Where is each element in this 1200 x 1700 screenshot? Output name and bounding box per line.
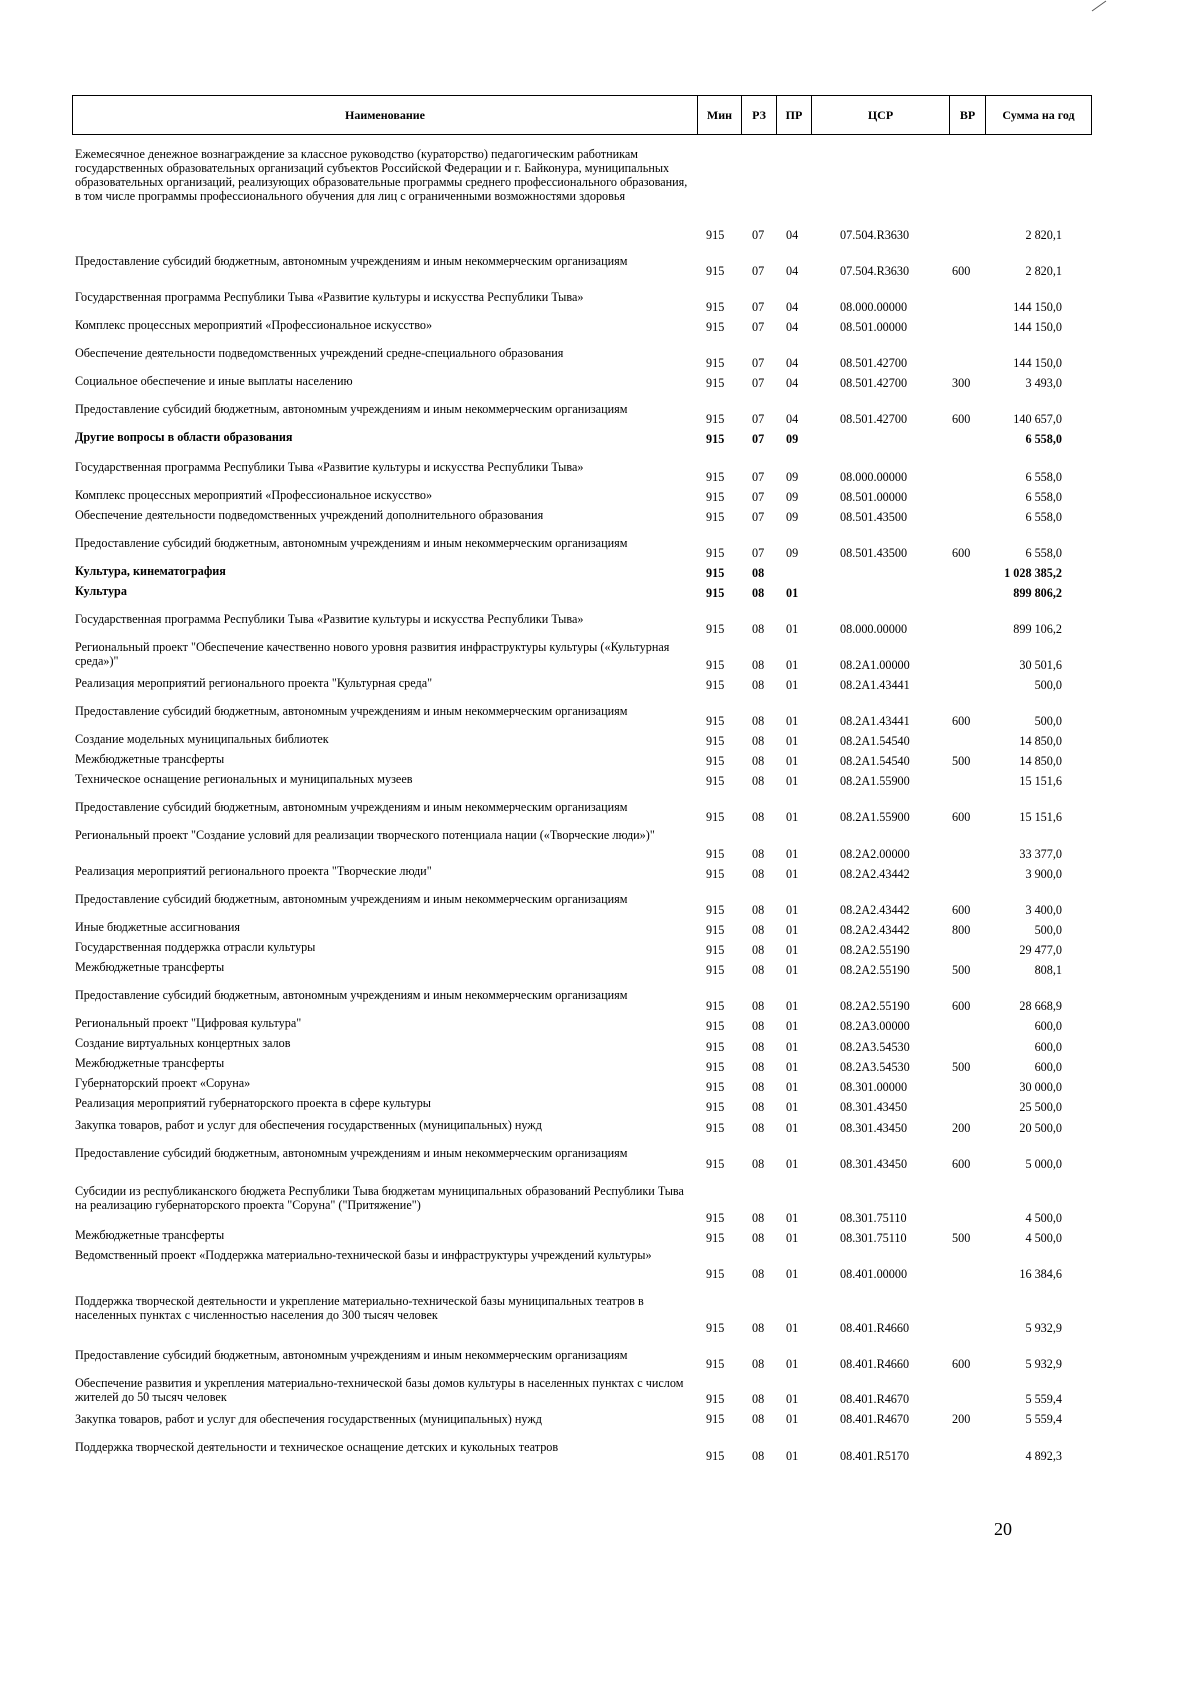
row-pr: 01 xyxy=(786,1357,799,1371)
row-pr: 01 xyxy=(786,1392,799,1406)
row-sum: 4 500,0 xyxy=(1025,1211,1062,1225)
row-pr: 01 xyxy=(786,999,799,1013)
row-name: Межбюджетные трансферты xyxy=(75,752,225,766)
row-sum: 4 892,3 xyxy=(1025,1449,1062,1463)
row-name: Межбюджетные трансферты xyxy=(75,960,225,974)
row-sum: 899 806,2 xyxy=(1013,586,1062,600)
row-sum: 5 932,9 xyxy=(1025,1357,1062,1371)
row-pr: 04 xyxy=(786,412,799,426)
row-name: Предоставление субсидий бюджетным, автономным учреждениям и иным некоммерческим организациям xyxy=(75,1146,628,1160)
row-vr: 500 xyxy=(952,1231,971,1245)
row-name: Предоставление субсидий бюджетным, автономным учреждениям и иным некоммерческим организациям xyxy=(75,254,628,268)
row-name: Межбюджетные трансферты xyxy=(75,1228,225,1242)
row-csr: 08.501.42700 xyxy=(840,376,908,390)
row-csr: 08.401.R4670 xyxy=(840,1392,910,1406)
row-rz: 07 xyxy=(752,432,765,446)
row-min: 915 xyxy=(706,714,725,728)
row-csr: 08.2A1.43441 xyxy=(840,678,910,692)
row-sum: 144 150,0 xyxy=(1013,320,1062,334)
row-min: 915 xyxy=(706,658,725,672)
row-pr: 01 xyxy=(786,1019,799,1033)
row-rz: 08 xyxy=(752,678,765,692)
row-min: 915 xyxy=(706,1100,725,1114)
row-min: 915 xyxy=(706,1267,725,1281)
row-min: 915 xyxy=(706,943,725,957)
row-sum: 29 477,0 xyxy=(1019,943,1062,957)
row-csr: 08.2A1.54540 xyxy=(840,734,910,748)
row-min: 915 xyxy=(706,1412,725,1426)
row-rz: 07 xyxy=(752,412,765,426)
row-rz: 08 xyxy=(752,714,765,728)
row-vr: 600 xyxy=(952,412,971,426)
row-pr: 01 xyxy=(786,1040,799,1054)
row-rz: 08 xyxy=(752,963,765,977)
row-csr: 08.2A1.43441 xyxy=(840,714,910,728)
row-min: 915 xyxy=(706,264,725,278)
row-rz: 08 xyxy=(752,1321,765,1335)
row-min: 915 xyxy=(706,320,725,334)
row-name: Культура, кинематография xyxy=(75,564,226,578)
row-sum: 28 668,9 xyxy=(1019,999,1062,1013)
row-sum: 16 384,6 xyxy=(1019,1267,1062,1281)
header-sum: Сумма на год xyxy=(985,96,1091,134)
row-pr: 04 xyxy=(786,300,799,314)
row-rz: 08 xyxy=(752,774,765,788)
row-csr: 08.301.43450 xyxy=(840,1157,908,1171)
row-rz: 07 xyxy=(752,300,765,314)
row-rz: 08 xyxy=(752,1100,765,1114)
row-rz: 07 xyxy=(752,490,765,504)
row-rz: 08 xyxy=(752,1392,765,1406)
row-min: 915 xyxy=(706,678,725,692)
row-vr: 200 xyxy=(952,1412,971,1426)
row-csr: 08.2A1.55900 xyxy=(840,774,910,788)
row-rz: 07 xyxy=(752,228,765,242)
row-pr: 01 xyxy=(786,754,799,768)
header-rz: РЗ xyxy=(741,96,776,134)
row-rz: 07 xyxy=(752,376,765,390)
row-name: Создание виртуальных концертных залов xyxy=(75,1036,291,1050)
row-sum: 899 106,2 xyxy=(1013,622,1062,636)
row-pr: 01 xyxy=(786,622,799,636)
row-name: Предоставление субсидий бюджетным, автономным учреждениям и иным некоммерческим организациям xyxy=(75,892,628,906)
row-sum: 6 558,0 xyxy=(1025,546,1062,560)
row-pr: 09 xyxy=(786,546,799,560)
row-name: Региональный проект "Цифровая культура" xyxy=(75,1016,302,1030)
row-name: Закупка товаров, работ и услуг для обеспечения государственных (муниципальных) нужд xyxy=(75,1118,542,1132)
row-sum: 6 558,0 xyxy=(1025,510,1062,524)
row-sum: 6 558,0 xyxy=(1025,432,1062,446)
row-min: 915 xyxy=(706,566,725,580)
row-sum: 3 400,0 xyxy=(1025,903,1062,917)
row-vr: 600 xyxy=(952,714,971,728)
row-pr: 01 xyxy=(786,1267,799,1281)
row-csr: 08.501.00000 xyxy=(840,490,908,504)
row-pr: 01 xyxy=(786,1080,799,1094)
row-min: 915 xyxy=(706,510,725,524)
row-sum: 30 000,0 xyxy=(1019,1080,1062,1094)
row-pr: 01 xyxy=(786,1121,799,1135)
row-csr: 08.301.75110 xyxy=(840,1231,907,1245)
row-pr: 01 xyxy=(786,734,799,748)
row-rz: 08 xyxy=(752,1060,765,1074)
row-name: Ежемесячное денежное вознаграждение за классное руководство (кураторство) педагогическим работникам государственных образовательных организаций субъектов Российской Федерации и г. Байконура, муниципальных образовательных организаций, реализующих образовательные программы среднего профессионального образования, в том числе программы профессионального обучения для лиц с ограниченными возможностями здоровья xyxy=(75,147,688,203)
row-min: 915 xyxy=(706,228,725,242)
row-csr: 08.301.00000 xyxy=(840,1080,908,1094)
row-name: Государственная программа Республики Тыва «Развитие культуры и искусства Республики Тыва» xyxy=(75,460,584,474)
row-csr: 08.2A2.43442 xyxy=(840,903,910,917)
row-pr: 01 xyxy=(786,943,799,957)
row-sum: 15 151,6 xyxy=(1019,774,1062,788)
row-name: Техническое оснащение региональных и муниципальных музеев xyxy=(75,772,413,786)
row-pr: 09 xyxy=(786,470,799,484)
row-csr: 08.401.00000 xyxy=(840,1267,908,1281)
row-name: Обеспечение деятельности подведомственных учреждений средне-специального образования xyxy=(75,346,564,360)
row-name: Субсидии из республиканского бюджета Республики Тыва бюджетам муниципальных образований Республики Тыва на реализацию губернаторского проекта "Соруна" ("Притяжение") xyxy=(75,1184,684,1212)
row-pr: 01 xyxy=(786,1060,799,1074)
row-csr: 08.401.R4670 xyxy=(840,1412,910,1426)
row-sum: 144 150,0 xyxy=(1013,356,1062,370)
row-vr: 600 xyxy=(952,999,971,1013)
row-pr: 01 xyxy=(786,586,799,600)
row-min: 915 xyxy=(706,1080,725,1094)
row-csr: 08.401.R5170 xyxy=(840,1449,910,1463)
row-rz: 08 xyxy=(752,1231,765,1245)
row-name: Ведомственный проект «Поддержка материально-технической базы и инфраструктуры учреждений культуры» xyxy=(75,1248,652,1262)
row-csr: 08.2A2.55190 xyxy=(840,999,910,1013)
row-name: Предоставление субсидий бюджетным, автономным учреждениям и иным некоммерческим организациям xyxy=(75,536,628,550)
row-csr: 07.504.R3630 xyxy=(840,228,910,242)
row-name: Другие вопросы в области образования xyxy=(75,430,293,444)
row-sum: 6 558,0 xyxy=(1025,470,1062,484)
row-rz: 08 xyxy=(752,943,765,957)
row-name: Социальное обеспечение и иные выплаты населению xyxy=(75,374,353,388)
row-vr: 500 xyxy=(952,963,971,977)
row-sum: 15 151,6 xyxy=(1019,810,1062,824)
row-sum: 30 501,6 xyxy=(1019,658,1062,672)
row-csr: 08.2A2.00000 xyxy=(840,847,910,861)
row-csr: 08.000.00000 xyxy=(840,622,908,636)
row-csr: 08.2A1.54540 xyxy=(840,754,910,768)
row-sum: 808,1 xyxy=(1034,963,1062,977)
row-rz: 08 xyxy=(752,1040,765,1054)
row-rz: 08 xyxy=(752,1019,765,1033)
row-rz: 07 xyxy=(752,510,765,524)
row-name: Иные бюджетные ассигнования xyxy=(75,920,241,934)
row-min: 915 xyxy=(706,754,725,768)
row-sum: 140 657,0 xyxy=(1013,412,1062,426)
row-name: Поддержка творческой деятельности и техническое оснащение детских и кукольных театров xyxy=(75,1440,559,1454)
row-sum: 2 820,1 xyxy=(1025,264,1062,278)
row-sum: 3 900,0 xyxy=(1025,867,1062,881)
row-pr: 01 xyxy=(786,658,799,672)
row-csr: 08.301.43450 xyxy=(840,1121,908,1135)
row-pr: 09 xyxy=(786,510,799,524)
row-min: 915 xyxy=(706,356,725,370)
row-pr: 01 xyxy=(786,1449,799,1463)
row-pr: 01 xyxy=(786,1157,799,1171)
row-csr: 08.401.R4660 xyxy=(840,1321,910,1335)
row-min: 915 xyxy=(706,1231,725,1245)
row-min: 915 xyxy=(706,1392,725,1406)
row-csr: 08.2A3.54530 xyxy=(840,1060,910,1074)
page-number: 20 xyxy=(994,1519,1012,1539)
row-pr: 01 xyxy=(786,1321,799,1335)
row-min: 915 xyxy=(706,1357,725,1371)
row-sum: 500,0 xyxy=(1034,923,1062,937)
row-pr: 01 xyxy=(786,810,799,824)
row-name: Реализация мероприятий регионального проекта "Творческие люди" xyxy=(75,864,432,878)
row-name: Государственная программа Республики Тыва «Развитие культуры и искусства Республики Тыва» xyxy=(75,612,584,626)
row-min: 915 xyxy=(706,586,725,600)
row-csr: 07.504.R3630 xyxy=(840,264,910,278)
row-min: 915 xyxy=(706,1211,725,1225)
row-csr: 08.501.42700 xyxy=(840,356,908,370)
row-rz: 08 xyxy=(752,923,765,937)
row-pr: 01 xyxy=(786,847,799,861)
row-pr: 01 xyxy=(786,678,799,692)
row-pr: 01 xyxy=(786,774,799,788)
row-vr: 600 xyxy=(952,810,971,824)
row-name: Предоставление субсидий бюджетным, автономным учреждениям и иным некоммерческим организациям xyxy=(75,1348,628,1362)
row-csr: 08.501.42700 xyxy=(840,412,908,426)
row-min: 915 xyxy=(706,1040,725,1054)
row-rz: 08 xyxy=(752,622,765,636)
row-vr: 600 xyxy=(952,1357,971,1371)
row-csr: 08.2A2.43442 xyxy=(840,923,910,937)
row-rz: 08 xyxy=(752,1267,765,1281)
row-rz: 08 xyxy=(752,1412,765,1426)
row-pr: 01 xyxy=(786,1211,799,1225)
header-vr: ВР xyxy=(949,96,985,134)
row-pr: 01 xyxy=(786,1100,799,1114)
row-min: 915 xyxy=(706,774,725,788)
row-rz: 07 xyxy=(752,356,765,370)
row-pr: 09 xyxy=(786,432,799,446)
row-rz: 08 xyxy=(752,1449,765,1463)
row-pr: 04 xyxy=(786,356,799,370)
row-vr: 600 xyxy=(952,1157,971,1171)
row-name: Комплекс процессных мероприятий «Профессиональное искусство» xyxy=(75,318,433,332)
row-min: 915 xyxy=(706,999,725,1013)
row-min: 915 xyxy=(706,432,725,446)
row-rz: 08 xyxy=(752,1211,765,1225)
row-min: 915 xyxy=(706,963,725,977)
row-min: 915 xyxy=(706,867,725,881)
row-rz: 07 xyxy=(752,546,765,560)
row-name: Губернаторский проект «Соруна» xyxy=(75,1076,251,1090)
row-pr: 01 xyxy=(786,963,799,977)
row-sum: 5 559,4 xyxy=(1025,1392,1062,1406)
row-pr: 01 xyxy=(786,867,799,881)
row-csr: 08.000.00000 xyxy=(840,470,908,484)
row-min: 915 xyxy=(706,546,725,560)
header-pr: ПР xyxy=(776,96,811,134)
row-min: 915 xyxy=(706,923,725,937)
row-name: Предоставление субсидий бюджетным, автономным учреждениям и иным некоммерческим организациям xyxy=(75,402,628,416)
header-csr: ЦСР xyxy=(811,96,949,134)
row-csr: 08.2A3.00000 xyxy=(840,1019,910,1033)
row-name: Обеспечение деятельности подведомственных учреждений дополнительного образования xyxy=(75,508,544,522)
row-name: Комплекс процессных мероприятий «Профессиональное искусство» xyxy=(75,488,433,502)
row-name: Предоставление субсидий бюджетным, автономным учреждениям и иным некоммерческим организациям xyxy=(75,988,628,1002)
row-min: 915 xyxy=(706,1157,725,1171)
row-sum: 6 558,0 xyxy=(1025,490,1062,504)
row-sum: 20 500,0 xyxy=(1019,1121,1062,1135)
row-rz: 08 xyxy=(752,1157,765,1171)
row-csr: 08.2A2.43442 xyxy=(840,867,910,881)
row-name: Реализация мероприятий регионального проекта "Культурная среда" xyxy=(75,676,433,690)
row-vr: 600 xyxy=(952,546,971,560)
row-min: 915 xyxy=(706,1019,725,1033)
row-sum: 600,0 xyxy=(1034,1060,1062,1074)
row-pr: 04 xyxy=(786,376,799,390)
row-name: Региональный проект "Обеспечение качественно нового уровня развития инфраструктуры культуры («Культурная среда»)" xyxy=(75,640,670,668)
row-rz: 08 xyxy=(752,1121,765,1135)
row-sum: 2 820,1 xyxy=(1025,228,1062,242)
row-name: Культура xyxy=(75,584,127,598)
row-min: 915 xyxy=(706,376,725,390)
row-pr: 04 xyxy=(786,320,799,334)
row-rz: 07 xyxy=(752,264,765,278)
row-name: Реализация мероприятий губернаторского проекта в сфере культуры xyxy=(75,1096,431,1110)
row-name: Региональный проект "Создание условий для реализации творческого потенциала нации («Творческие люди»)" xyxy=(75,828,655,842)
row-rz: 08 xyxy=(752,658,765,672)
row-sum: 5 932,9 xyxy=(1025,1321,1062,1335)
row-rz: 08 xyxy=(752,586,765,600)
row-sum: 5 559,4 xyxy=(1025,1412,1062,1426)
row-rz: 07 xyxy=(752,320,765,334)
row-pr: 04 xyxy=(786,228,799,242)
row-min: 915 xyxy=(706,734,725,748)
row-pr: 01 xyxy=(786,1231,799,1245)
row-sum: 5 000,0 xyxy=(1025,1157,1062,1171)
row-min: 915 xyxy=(706,847,725,861)
row-sum: 25 500,0 xyxy=(1019,1100,1062,1114)
row-sum: 3 493,0 xyxy=(1025,376,1062,390)
row-name: Поддержка творческой деятельности и укрепление материально-технической базы муниципальных театров в населенных пунктах с численностью населения до 300 тысяч человек xyxy=(75,1294,644,1322)
row-rz: 08 xyxy=(752,734,765,748)
row-name: Создание модельных муниципальных библиотек xyxy=(75,732,329,746)
row-min: 915 xyxy=(706,470,725,484)
scan-mark xyxy=(1090,0,1108,12)
row-min: 915 xyxy=(706,1060,725,1074)
row-sum: 600,0 xyxy=(1034,1040,1062,1054)
row-vr: 600 xyxy=(952,264,971,278)
row-vr: 500 xyxy=(952,1060,971,1074)
row-name: Межбюджетные трансферты xyxy=(75,1056,225,1070)
row-rz: 08 xyxy=(752,1080,765,1094)
row-min: 915 xyxy=(706,1321,725,1335)
row-name: Закупка товаров, работ и услуг для обеспечения государственных (муниципальных) нужд xyxy=(75,1412,542,1426)
row-csr: 08.501.00000 xyxy=(840,320,908,334)
row-rz: 08 xyxy=(752,867,765,881)
row-sum: 1 028 385,2 xyxy=(1004,566,1062,580)
row-min: 915 xyxy=(706,903,725,917)
row-rz: 08 xyxy=(752,999,765,1013)
row-vr: 300 xyxy=(952,376,971,390)
row-name: Государственная программа Республики Тыва «Развитие культуры и искусства Республики Тыва» xyxy=(75,290,584,304)
row-pr: 01 xyxy=(786,1412,799,1426)
row-rz: 08 xyxy=(752,754,765,768)
row-csr: 08.2A1.55900 xyxy=(840,810,910,824)
row-pr: 09 xyxy=(786,490,799,504)
row-pr: 01 xyxy=(786,903,799,917)
row-name: Предоставление субсидий бюджетным, автономным учреждениям и иным некоммерческим организациям xyxy=(75,800,628,814)
row-rz: 08 xyxy=(752,810,765,824)
row-rz: 08 xyxy=(752,566,765,580)
row-rz: 08 xyxy=(752,903,765,917)
row-rz: 08 xyxy=(752,1357,765,1371)
row-min: 915 xyxy=(706,1121,725,1135)
row-sum: 500,0 xyxy=(1034,678,1062,692)
row-sum: 600,0 xyxy=(1034,1019,1062,1033)
row-csr: 08.501.43500 xyxy=(840,510,908,524)
row-sum: 144 150,0 xyxy=(1013,300,1062,314)
row-rz: 08 xyxy=(752,847,765,861)
row-sum: 4 500,0 xyxy=(1025,1231,1062,1245)
row-name: Предоставление субсидий бюджетным, автономным учреждениям и иным некоммерческим организациям xyxy=(75,704,628,718)
row-csr: 08.501.43500 xyxy=(840,546,908,560)
row-pr: 01 xyxy=(786,714,799,728)
table-header xyxy=(72,95,1092,135)
row-vr: 600 xyxy=(952,903,971,917)
row-vr: 200 xyxy=(952,1121,971,1135)
header-min: Мин xyxy=(697,96,741,134)
row-min: 915 xyxy=(706,622,725,636)
row-csr: 08.2A2.55190 xyxy=(840,943,910,957)
row-csr: 08.000.00000 xyxy=(840,300,908,314)
row-csr: 08.301.43450 xyxy=(840,1100,908,1114)
row-rz: 07 xyxy=(752,470,765,484)
row-pr: 01 xyxy=(786,923,799,937)
row-vr: 800 xyxy=(952,923,971,937)
header-name: Наименование xyxy=(345,107,425,122)
row-csr: 08.301.75110 xyxy=(840,1211,907,1225)
row-min: 915 xyxy=(706,810,725,824)
row-sum: 14 850,0 xyxy=(1019,754,1062,768)
row-csr: 08.2A2.55190 xyxy=(840,963,910,977)
row-min: 915 xyxy=(706,300,725,314)
row-min: 915 xyxy=(706,490,725,504)
row-min: 915 xyxy=(706,412,725,426)
row-pr: 04 xyxy=(786,264,799,278)
row-vr: 500 xyxy=(952,754,971,768)
row-sum: 14 850,0 xyxy=(1019,734,1062,748)
row-csr: 08.401.R4660 xyxy=(840,1357,910,1371)
row-name: Обеспечение развития и укрепления материально-технической базы домов культуры в населенных пунктах с числом жителей до 50 тысяч человек xyxy=(75,1376,684,1404)
row-sum: 500,0 xyxy=(1034,714,1062,728)
row-min: 915 xyxy=(706,1449,725,1463)
row-sum: 33 377,0 xyxy=(1019,847,1062,861)
row-csr: 08.2A3.54530 xyxy=(840,1040,910,1054)
row-csr: 08.2A1.00000 xyxy=(840,658,910,672)
row-name: Государственная поддержка отрасли культуры xyxy=(75,940,316,954)
